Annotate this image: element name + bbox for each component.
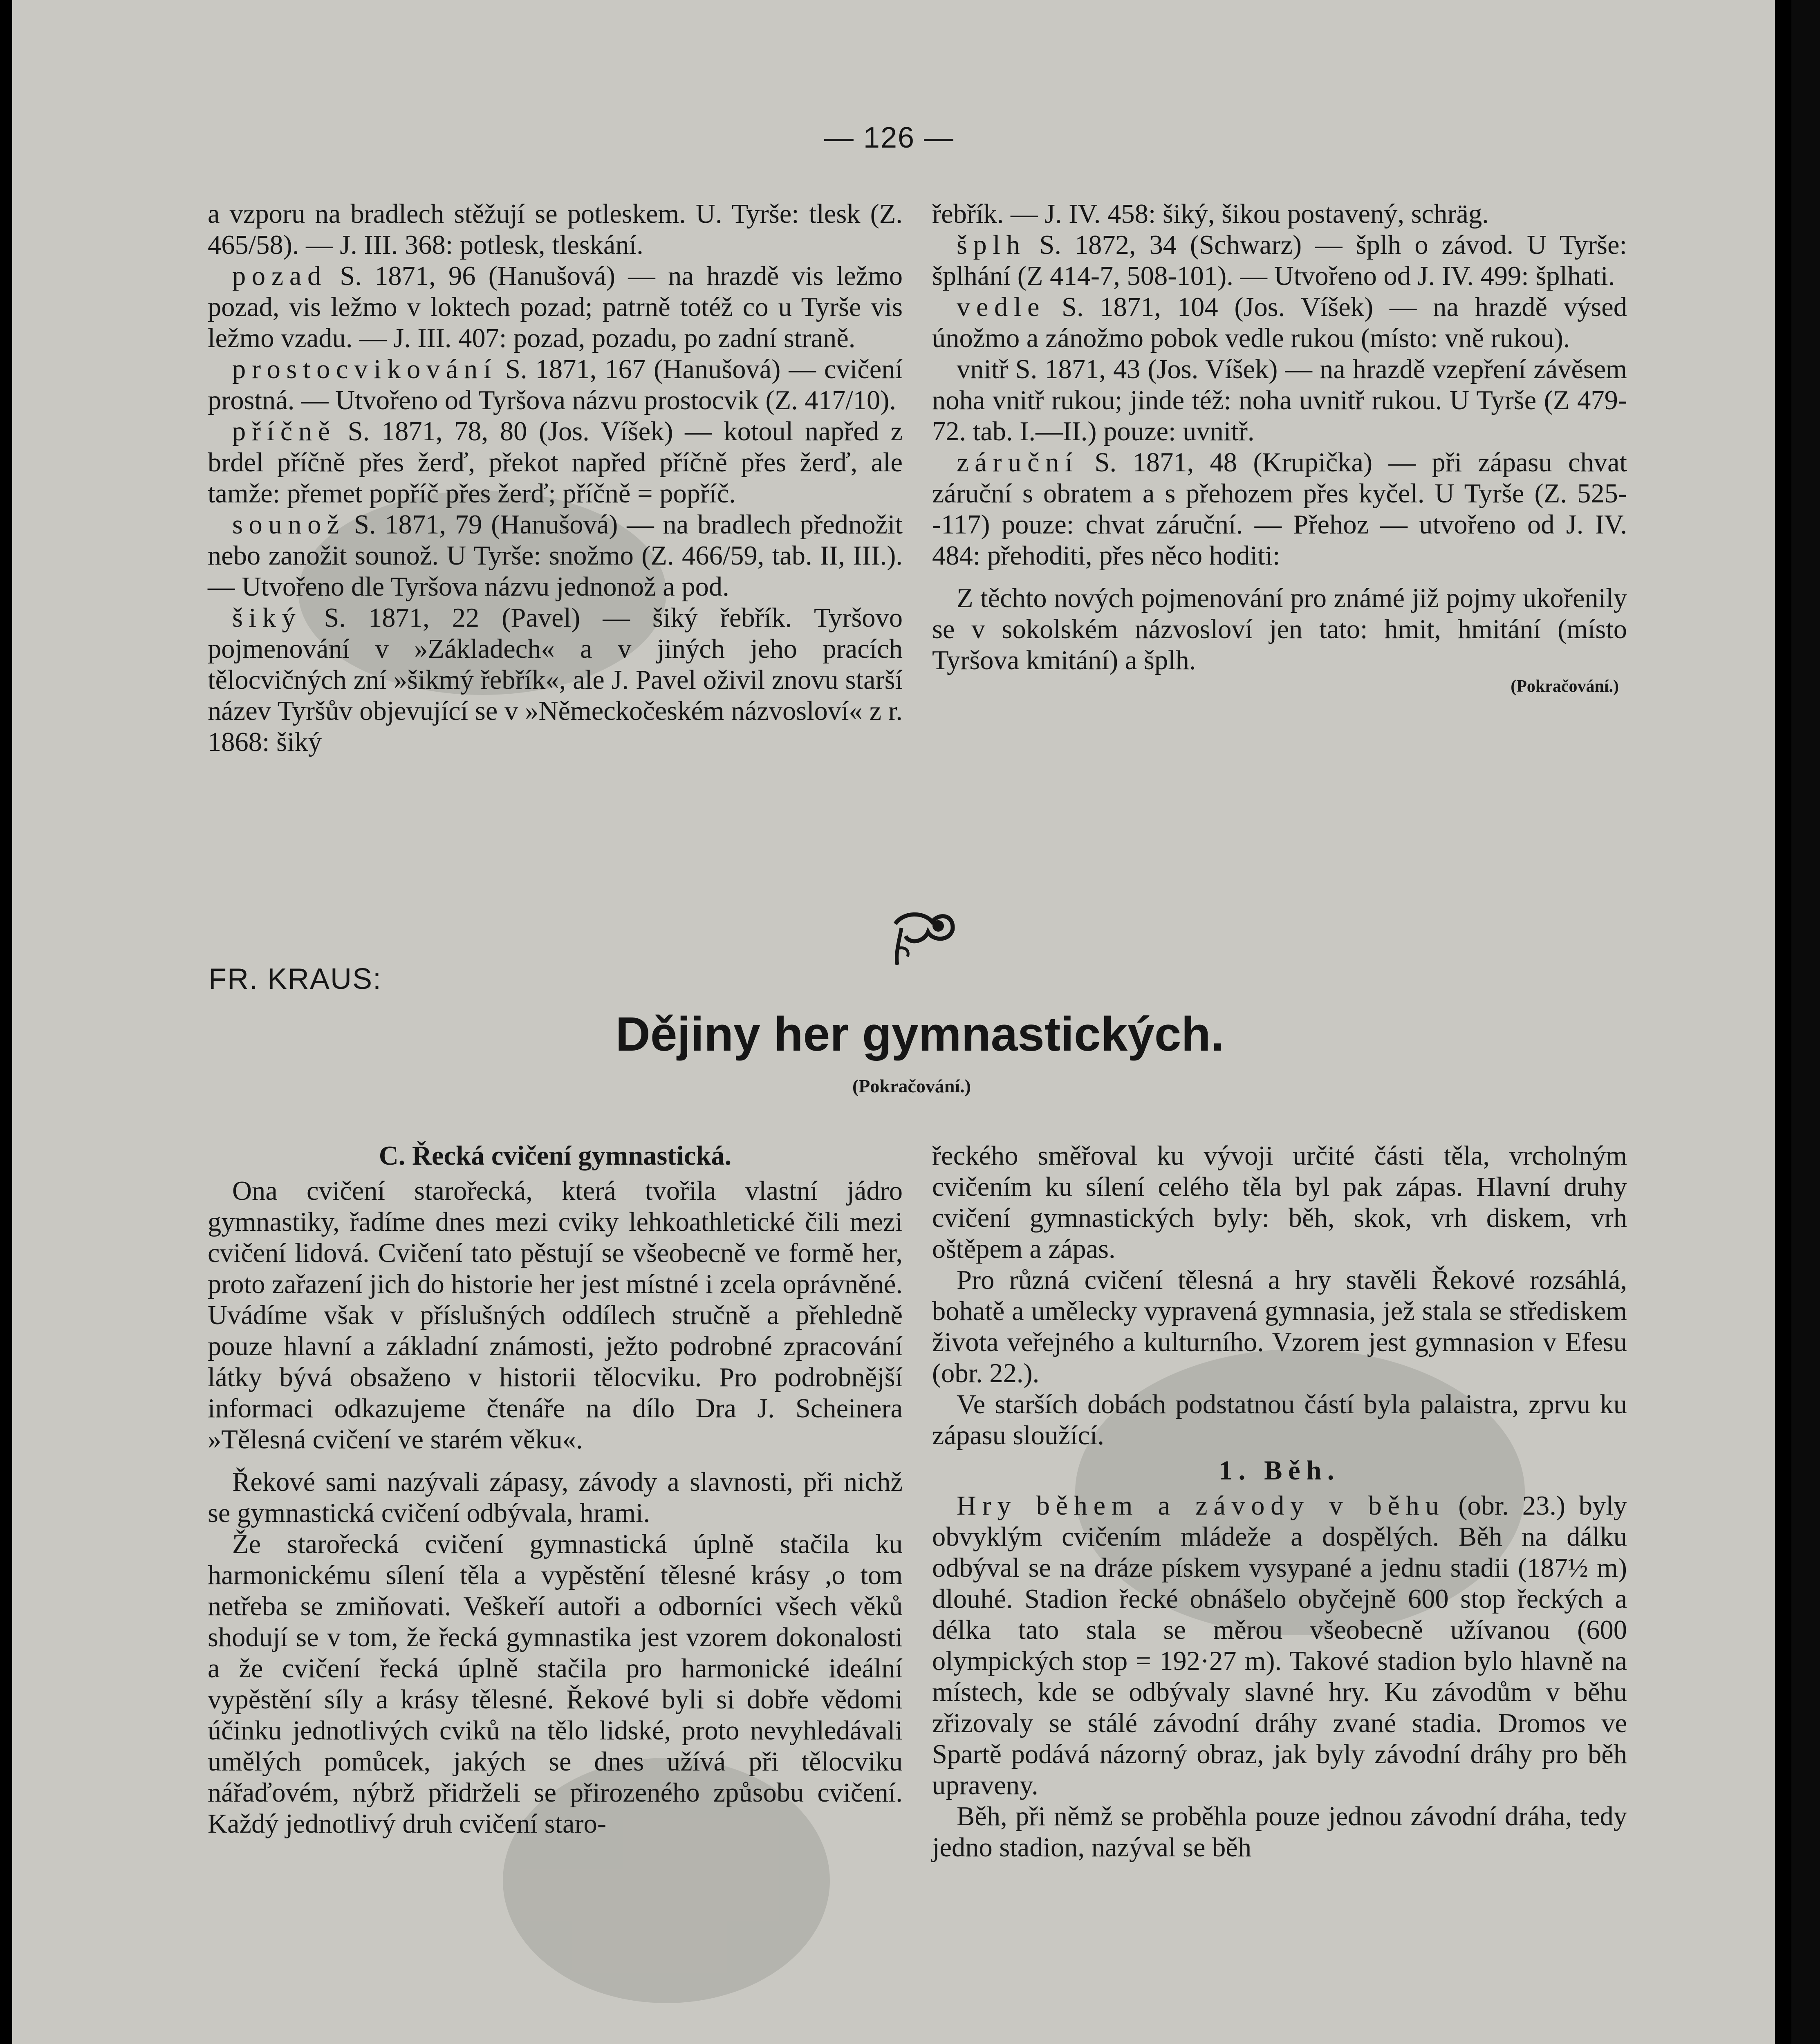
paragraph bbox=[208, 509, 903, 603]
continued-note: (Pokračování.) bbox=[1511, 677, 1619, 696]
bottom-right-column bbox=[932, 1141, 1627, 1863]
paragraph bbox=[932, 447, 1627, 572]
paragraph-text: S. 1871, 96 (Hanušová) — na hrazdě vis ležmo pozad, vis ležmo v loktech pozad; patrně totéž co u Tyrše vis ležmo vzadu. — J. III. 407: pozad, pozadu, po zadní straně. bbox=[208, 261, 903, 353]
paragraph-text: S. 1871, 22 (Pavel) — šiký řebřík. Tyršovo pojmenování v »Základech« a v jiných jeho pracích tělocvičných zní »šikmý řebřík«, ale J. Pavel oživil znovu starší název Tyršův objevující se v »Německočeském názvosloví« z r. 1868: šiký bbox=[208, 603, 903, 757]
page-number: — 126 — bbox=[824, 121, 955, 154]
paragraph-text: (obr. 23.) byly obvyklým cvičením mládeže a dospělých. Běh na dálku odbýval se na dráze pískem vysypané a jednu stadii (187½ m) dlouhé. Stadion řecké obnášelo obyčejně 600 stop řeckých a délka tato stala se měrou všeobecně užívanou (600 olympických stop = 192·27 m). Takové stadion bylo hlavně na místech, kde se odbývaly slavné hry. Ku závodům v běhu zřizovaly se stálé závodní dráhy zvané stadia. Dromos ve Spartě podává názorný obraz, jak byly závodní dráhy pro běh upraveny. bbox=[932, 1491, 1627, 1800]
author: FR. KRAUS: bbox=[208, 963, 382, 995]
article-note: (Pokračování.) bbox=[852, 1076, 971, 1096]
term: vedle bbox=[957, 292, 1046, 322]
section-heading: 1. Běh. bbox=[1219, 1456, 1340, 1486]
section-heading: C. Řecká cvičení gymnastická. bbox=[379, 1141, 732, 1171]
bottom-left-column bbox=[208, 1141, 903, 1840]
paragraph: řebřík. — J. IV. 458: šiký, šikou postavený, schräg. bbox=[932, 199, 1489, 229]
paragraph-text: S. 1871, 78, 80 (Jos. Víšek) — kotoul napřed z brdel příčně přes žerď, překot napřed příčně přes žerď, ale tamže: přemet popříč přes žerď; příčně = popříč. bbox=[208, 417, 903, 509]
top-left-column bbox=[208, 199, 903, 758]
paragraph: Z těchto nových pojmenování pro známé již pojmy ukořenily se v sokolském názvosloví jen tato: hmit, hmitání (místo Tyršova kmitání) a šplh. bbox=[932, 583, 1627, 675]
spacer bbox=[208, 1455, 903, 1467]
paragraph bbox=[932, 230, 1627, 292]
paragraph: Běh, při němž se proběhla pouze jednou závodní dráha, tedy jedno stadion, nazýval se běh bbox=[932, 1802, 1627, 1862]
term: sounož bbox=[232, 510, 345, 540]
paragraph bbox=[208, 416, 903, 509]
article-title: Dějiny her gymnastických. bbox=[615, 1007, 1224, 1061]
paragraph bbox=[208, 354, 903, 416]
paragraph: Pro různá cvičení tělesná a hry stavěli Řekové rozsáhlá, bohatě a umělecky vypravená gymnasia, jež stala se střediskem života veřejného a kulturního. Vzorem jest gymnasion v Efesu (obr. 22.). bbox=[932, 1265, 1627, 1388]
paragraph-text: S. 1871, 79 (Hanušová) — na bradlech přednožit nebo zanožit sounož. U Tyrše: snožmo (Z. 466/59, tab. II, III.). — Utvořeno dle Tyršova názvu jednonož a pod. bbox=[208, 510, 903, 602]
paragraph: a vzporu na bradlech stěžují se potleskem. U. Tyrše: tlesk (Z. 465/58). — J. III. 368: potlesk, tleskání. bbox=[208, 199, 903, 260]
paragraph bbox=[932, 1490, 1627, 1801]
term: šiký bbox=[232, 603, 302, 633]
paragraph: Ve starších dobách podstatnou částí byla palaistra, zprvu ku zápasu sloužící. bbox=[932, 1390, 1627, 1450]
paragraph bbox=[208, 261, 903, 354]
term: šplh bbox=[957, 230, 1026, 260]
spacer bbox=[932, 572, 1627, 583]
paragraph bbox=[932, 292, 1627, 354]
term: příčně bbox=[232, 417, 336, 446]
term: Hry během a závody v běhu bbox=[957, 1491, 1445, 1521]
paragraph: vnitř S. 1871, 43 (Jos. Víšek) — na hrazdě vzepření závěsem noha vnitř rukou; jinde též: noha uvnitř rukou. U Tyrše (Z 479-72. tab. I.—II.) pouze: uvnitř. bbox=[932, 354, 1627, 446]
paragraph: řeckého směřoval ku vývoji určité části těla, vrcholným cvičením ku sílení celého těla byl pak zápas. Hlavní druhy cvičení gymnastických byly: běh, skok, vrh diskem, vrh oštěpem a zápas. bbox=[932, 1141, 1627, 1264]
paragraph-text: S. 1871, 48 (Krupička) — při zápasu chvat záruční s obratem a s přehozem přes kyčel. U Tyrše (Z. 525--117) pouze: chvat záruční. — Přehoz — utvořeno od J. IV. 484: přehoditi, přes něco hoditi: bbox=[932, 448, 1627, 571]
top-right-column bbox=[932, 199, 1627, 697]
paragraph: Řekové sami nazývali zápasy, závody a slavnosti, při nichž se gymnastická cvičení odbývala, hrami. bbox=[208, 1467, 903, 1528]
page bbox=[12, 0, 1775, 2044]
paragraph: Ona cvičení starořecká, která tvořila vlastní jádro gymnastiky, řadíme dnes mezi cviky lehkoathletické čili mezi cvičení lidová. Cvičení tato pěstují se všeobecně ve formě her, proto zařazení jich do historie her jest místné i zcela oprávněné. Uvádíme však v příslušných oddílech stručně a přehledně pouze hlavní a základní známosti, ježto podrobné zpracování látky bývá obsaženo v historii tělocviku. Pro podrobnější informaci odkazujeme čtenáře na dílo Dra J. Scheinera »Tělesná cvičení ve starém věku«. bbox=[208, 1176, 903, 1455]
paragraph-text: S. 1872, 34 (Schwarz) — šplh o závod. U Tyrše: šplhání (Z 414-7, 508-101). — Utvořeno od J. IV. 499: šplhati. bbox=[932, 230, 1627, 291]
term: pozad bbox=[232, 261, 327, 291]
ornament-icon bbox=[887, 908, 961, 969]
paragraph: Že starořecká cvičení gymnastická úplně stačila ku harmonickému sílení těla a vypěstění tělesné krásy ,o tom netřeba se zmiňovati. Veškeří autoři a odborníci všech věků shodují se v tom, že řecká gymnastika jest vzorem dokonalosti a že cvičení řecká úplně stačila pro harmonické ideální vypěstění síly a krásy tělesné. Řekové byli si dobře vědomi účinku jednotlivých cviků na tělo lidské, proto nevyhledávali umělých pomůcek, jakých se dnes užívá při tělocviku nářaďovém, nýbrž přidrželi se přirozeného způsobu cvičení. Každý jednotlivý druh cvičení staro- bbox=[208, 1529, 903, 1839]
scan-edge-right bbox=[1791, 0, 1820, 2044]
term: záruční bbox=[957, 448, 1079, 477]
term: prostocvikování bbox=[232, 354, 497, 384]
paragraph-text: S. 1871, 104 (Jos. Víšek) — na hrazdě výsed únožmo a zánožmo pobok vedle rukou (místo: vně rukou). bbox=[932, 292, 1627, 353]
paragraph-text: S. 1871, 167 (Hanušová) — cvičení prostná. — Utvořeno od Tyršova názvu prostocvik (Z. 417/10). bbox=[208, 354, 903, 415]
paragraph bbox=[208, 603, 903, 758]
